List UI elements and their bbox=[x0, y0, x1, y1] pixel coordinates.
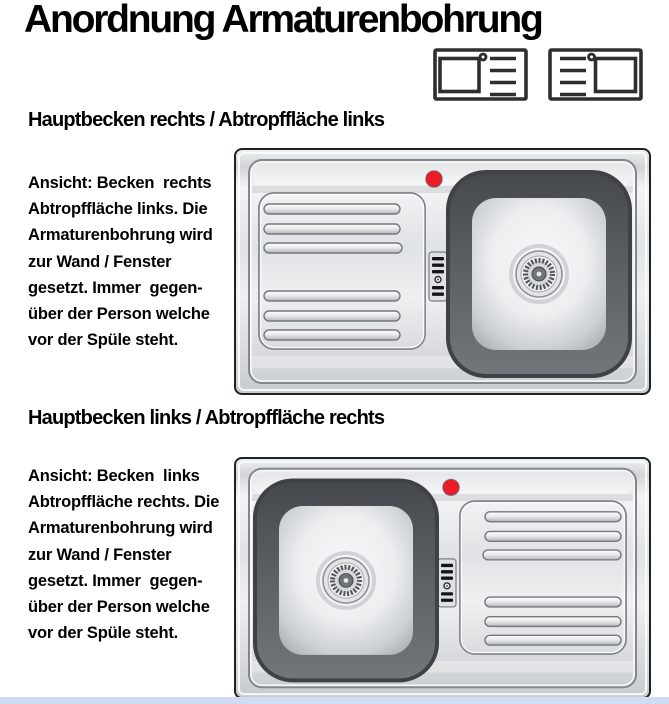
description-line: Ansicht: Becken links bbox=[28, 467, 200, 485]
description-line: Armaturenbohrung wird bbox=[28, 226, 213, 245]
description-line: zur Wand / Fenster bbox=[28, 545, 172, 564]
description-line: Ansicht: Becken rechts bbox=[28, 174, 212, 192]
description-line: Abtropffläche rechts. Die bbox=[28, 493, 220, 512]
description-line: vor der Spüle steht. bbox=[28, 624, 179, 643]
description-line: Armaturenbohrung wird bbox=[28, 519, 213, 538]
description-basin-right bbox=[28, 170, 240, 353]
description-line: über der Person welche bbox=[28, 598, 210, 617]
page-title: Anordnung Armaturenbohrung bbox=[24, 0, 542, 41]
description-line: gesetzt. Immer gegen- bbox=[28, 571, 203, 590]
description-line: gesetzt. Immer gegen- bbox=[28, 278, 203, 297]
sink-layout-basin-right-icon bbox=[548, 48, 643, 101]
description-line: vor der Spüle steht. bbox=[28, 331, 179, 350]
sink-layout-basin-left-icon bbox=[433, 48, 528, 101]
description-line: über der Person welche bbox=[28, 305, 210, 324]
description-line: zur Wand / Fenster bbox=[28, 252, 172, 271]
description-line: Abtropffläche links. Die bbox=[28, 200, 208, 219]
section-heading-basin-right: Hauptbecken rechts / Abtropffläche links bbox=[28, 109, 385, 131]
sink-photo-basin-left bbox=[234, 457, 651, 699]
sink-photo-basin-right bbox=[234, 148, 651, 395]
footer-accent-bar bbox=[0, 697, 669, 704]
section-heading-basin-left: Hauptbecken links / Abtropffläche rechts bbox=[28, 407, 385, 429]
description-basin-left bbox=[28, 463, 240, 646]
